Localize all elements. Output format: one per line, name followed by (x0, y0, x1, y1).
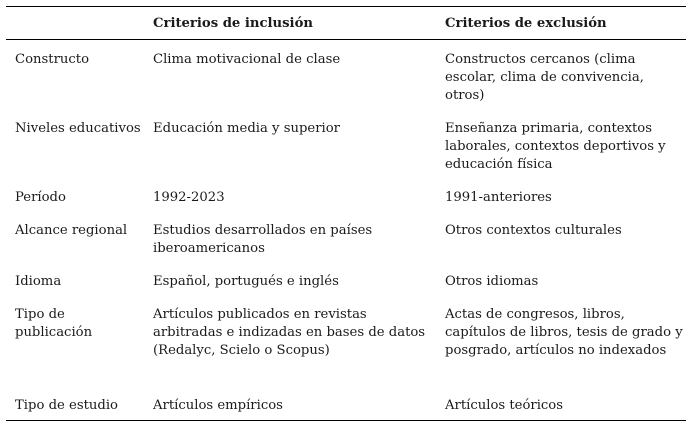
table-top-rule (6, 6, 686, 7)
row-exclusion-estudio: Artículos teóricos (445, 398, 563, 413)
row-exclusion-idioma: Otros idiomas (445, 274, 539, 289)
row-exclusion-publicacion-line-3: posgrado, artículos no indexados (445, 343, 667, 358)
row-exclusion-alcance: Otros contextos culturales (445, 223, 622, 238)
row-exclusion-publicacion-line-1: Actas de congresos, libros, (445, 307, 625, 322)
header-exclusion: Criterios de exclusión (445, 16, 607, 31)
row-label-idioma: Idioma (15, 274, 62, 289)
row-inclusion-constructo: Clima motivacional de clase (153, 52, 341, 67)
row-label-niveles: Niveles educativos (15, 121, 141, 136)
row-exclusion-niveles-line-1: Enseñanza primaria, contextos (445, 121, 653, 136)
row-exclusion-niveles-line-3: educación física (445, 157, 553, 172)
row-exclusion-constructo-line-3: otros) (445, 88, 485, 103)
row-inclusion-periodo: 1992-2023 (153, 190, 225, 205)
row-label-periodo: Período (15, 190, 66, 205)
row-label-constructo: Constructo (15, 52, 90, 67)
row-inclusion-publicacion-line-1: Artículos publicados en revistas (153, 307, 367, 322)
row-exclusion-niveles-line-2: laborales, contextos deportivos y (445, 139, 666, 154)
row-inclusion-alcance-line-1: Estudios desarrollados en países (153, 223, 373, 238)
table-header-rule (6, 39, 686, 40)
row-exclusion-constructo-line-2: escolar, clima de convivencia, (445, 70, 644, 85)
row-label-publicacion-line-2: publicación (15, 325, 93, 340)
row-label-alcance: Alcance regional (15, 223, 128, 238)
row-label-estudio: Tipo de estudio (15, 398, 118, 413)
row-label-publicacion-line-1: Tipo de (15, 307, 65, 322)
row-inclusion-niveles: Educación media y superior (153, 121, 340, 136)
row-exclusion-constructo-line-1: Constructos cercanos (clima (445, 52, 636, 67)
row-inclusion-publicacion-line-2: arbitradas e indizadas en bases de datos (153, 325, 426, 340)
row-exclusion-publicacion-line-2: capítulos de libros, tesis de grado y (445, 325, 683, 340)
row-inclusion-idioma: Español, portugués e inglés (153, 274, 339, 289)
header-inclusion: Criterios de inclusión (153, 16, 313, 31)
criteria-table (6, 6, 686, 422)
row-inclusion-alcance-line-2: iberoamericanos (153, 241, 265, 256)
table-bottom-rule (6, 420, 686, 421)
row-inclusion-publicacion-line-3: (Redalyc, Scielo o Scopus) (153, 343, 330, 358)
row-inclusion-estudio: Artículos empíricos (153, 398, 283, 413)
row-exclusion-periodo: 1991-anteriores (445, 190, 552, 205)
